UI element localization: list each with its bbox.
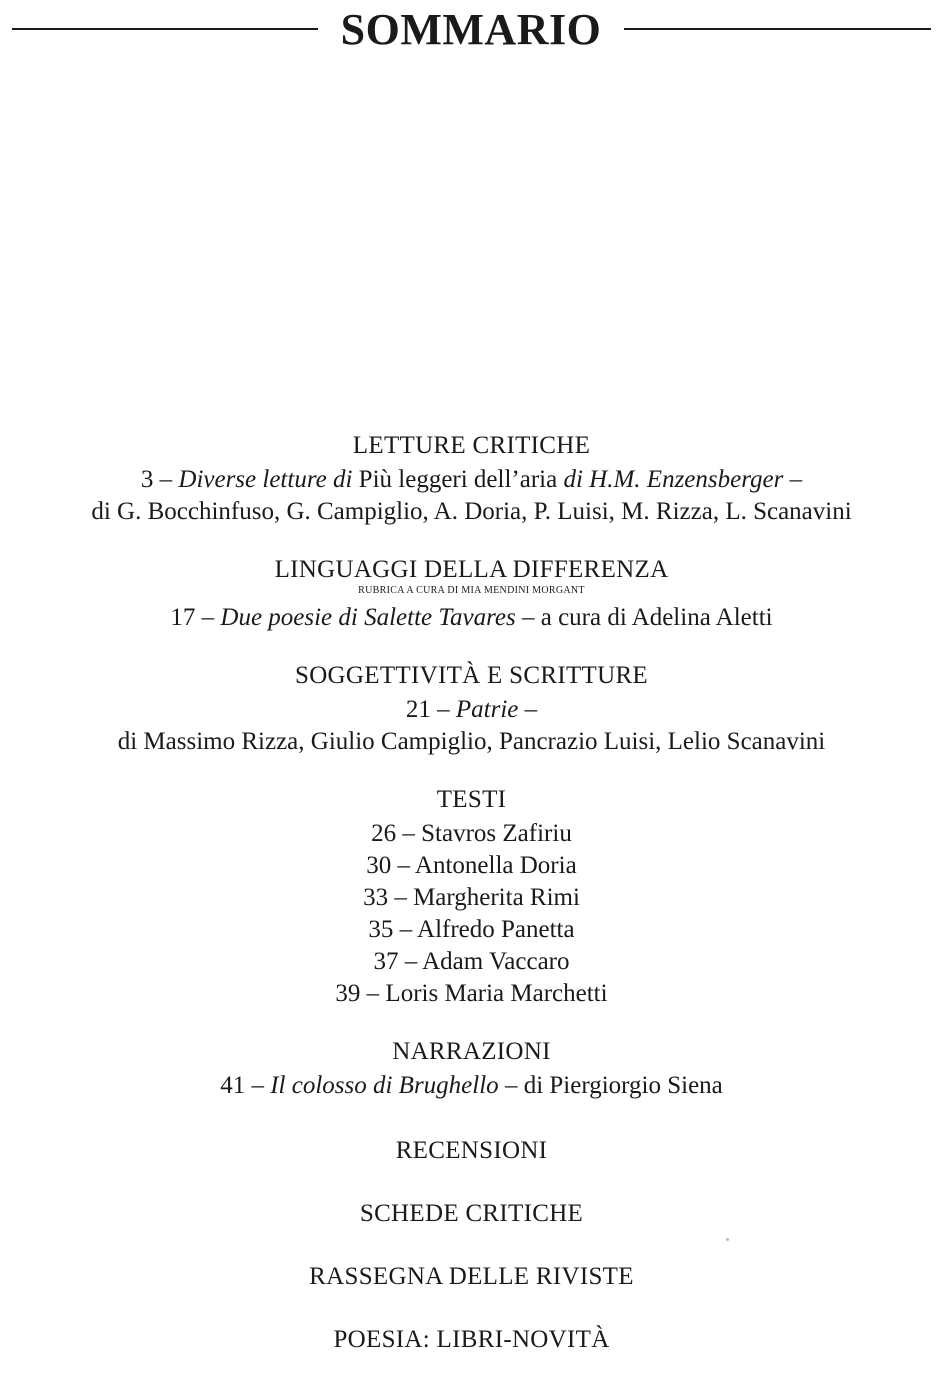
page-number: 41 –	[220, 1072, 264, 1099]
section-poesia-libri-novita: POESIA: LIBRI-NOVITÀ	[333, 1326, 610, 1353]
toc-entry	[0, 1070, 943, 1102]
section-linguaggi	[0, 552, 943, 634]
section-heading: LETTURE CRITICHE	[352, 432, 591, 459]
section-heading: LINGUAGGI DELLA DIFFERENZA	[274, 556, 669, 583]
entry-title-italic: Patrie –	[455, 696, 538, 723]
toc-entry	[0, 602, 943, 634]
page-number: 17 –	[170, 604, 215, 631]
toc-entry	[0, 464, 943, 496]
page-title: SOMMARIO	[340, 5, 602, 54]
title-rule-right	[624, 28, 931, 30]
entry-authors: di Massimo Rizza, Giulio Campiglio, Pancrazio Luisi, Lelio Scanavini	[117, 728, 826, 755]
list-item: 37 – Adam Vaccaro	[373, 948, 570, 975]
section-heading: SOGGETTIVITÀ E SCRITTURE	[294, 662, 648, 689]
section-heading: TESTI	[436, 786, 507, 813]
entry-title-italic: Diverse letture di	[178, 466, 353, 493]
page-header	[0, 0, 943, 60]
entry-title-italic: Due poesie di Salette Tavares	[220, 604, 516, 631]
list-item: 39 – Loris Maria Marchetti	[335, 980, 608, 1007]
section-rassegna-riviste: RASSEGNA DELLE RIVISTE	[309, 1263, 634, 1290]
section-soggettivita	[0, 658, 943, 758]
title-rule-left	[12, 28, 318, 30]
entry-author-italic: di H.M. Enzensberger –	[563, 466, 803, 493]
section-testi	[0, 782, 943, 1010]
scan-speck	[726, 1238, 729, 1241]
entry-curator: – a cura di Adelina Aletti	[515, 604, 773, 631]
list-item: 30 – Antonella Doria	[366, 852, 577, 879]
entry-title-italic: Il colosso di Brughello	[270, 1072, 499, 1099]
page-number: 3 –	[140, 466, 173, 493]
section-recensioni: RECENSIONI	[395, 1137, 548, 1164]
section-letture-critiche	[0, 428, 943, 528]
list-item: 33 – Margherita Rimi	[363, 884, 580, 911]
section-heading: NARRAZIONI	[392, 1038, 551, 1065]
list-item: 26 – Stavros Zafiriu	[371, 820, 572, 847]
table-of-contents	[0, 428, 943, 1358]
section-schede-critiche: SCHEDE CRITICHE	[359, 1200, 584, 1227]
section-narrazioni	[0, 1034, 943, 1102]
section-subnote: RUBRICA A CURA DI MIA MENDINI MORGANT	[358, 585, 585, 596]
toc-entry	[0, 694, 943, 726]
entry-author: – di Piergiorgio Siena	[498, 1072, 723, 1099]
page-number: 21 –	[405, 696, 450, 723]
entry-authors: di G. Bocchinfuso, G. Campiglio, A. Doria, P. Luisi, M. Rizza, L. Scanavini	[91, 498, 852, 525]
entry-title: Più leggeri dell’aria	[352, 466, 564, 493]
list-item: 35 – Alfredo Panetta	[368, 916, 575, 943]
